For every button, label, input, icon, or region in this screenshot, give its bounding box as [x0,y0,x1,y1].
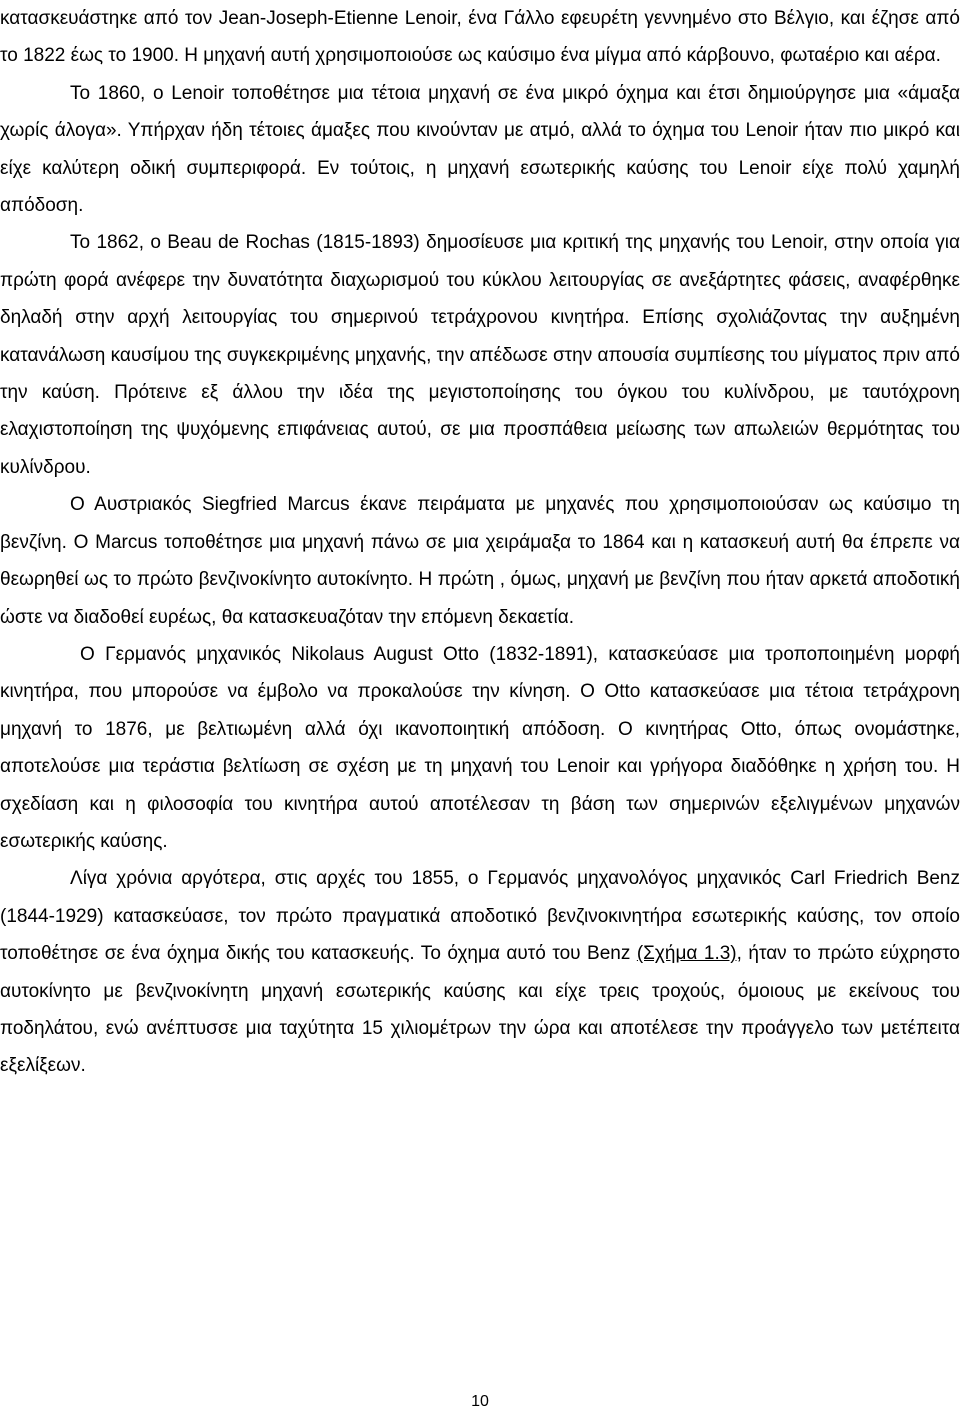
paragraph-otto: Ο Γερμανός μηχανικός Nikolaus August Otto (1832-1891), κατασκεύασε μια τροποποιημένη μορφή κινητήρα, που μπορούσε να έμβολο να προκαλούσε την κίνηση. Ο Otto κατασκεύασε μια τέτοια τετράχρονη μηχανή το 1876, με βελτιωμένη αλλά όχι ικανοποιητική απόδοση. Ο κινητήρας Otto, όπως ονομάστηκε, αποτελούσε μια τεράστια βελτίωση σε σχέση με τη μηχανή του Lenoir και γρήγορα διαδόθηκε η χρήση του. Η σχεδίαση και η φιλοσοφία του κινητήρα αυτού αποτέλεσαν τη βάση των σημερινών εξελιγμένων μηχανών εσωτερικής καύσης. [0,643,960,852]
figure-reference-link[interactable]: (Σχήμα 1.3), [636,943,742,965]
paragraph-lenoir-intro: κατασκευάστηκε από τον Jean-Joseph-Etienne Lenoir, ένα Γάλλο εφευρέτη γεννημένο στο Βέλγιο, και έζησε από το 1822 έως το 1900. Η μηχανή αυτή χρησιμοποιούσε ως καύσιμο ένα μίγμα από κάρβουνο, φωταέριο και αέρα. [0,8,960,67]
paragraph-benz [0,860,960,1084]
paragraph-benz-text-start: Λίγα χρόνια αργότερα, στις αρχές του 1855, ο Γερμανός μηχανολόγος μηχανικός Carl Friedrich Benz (1844-1929) κατασκεύασε, τον πρώτο πραγματικά αποδοτικό βενζινοκινητήρα εσωτερικής καύσης, τον οποίο τοποθέτησε σε ένα όχημα δικής του κατασκευής. Το όχημα αυτό του Benz [0,868,960,965]
paragraph-beau-de-rochas: Το 1862, ο Beau de Rochas (1815-1893) δημοσίευσε μια κριτική της μηχανής του Lenoir, στην οποία για πρώτη φορά ανέφερε την δυνατότητα διαχωρισμού του κύκλου λειτουργίας σε ανεξάρτητες φάσεις, αναφέρθηκε δηλαδή στην αρχή λειτουργίας του σημερινού τετράχρονου κινητήρα. Επίσης σχολιάζοντας την αυξημένη κατανάλωση καυσίμου της συγκεκριμένης μηχανής, την απέδωσε στην απουσία συμπίεσης του μίγματος πριν από την καύση. Πρότεινε εξ άλλου την ιδέα της μεγιστοποίησης του όγκου του κυλίνδρου, με ταυτόχρονη ελαχιστοποίηση της ψυχόμενης επιφάνειας αυτού, σε μια προσπάθεια μείωσης των απωλειών θερμότητας του κυλίνδρου. [0,232,960,478]
page-number: 10 [471,1393,489,1410]
paragraph-marcus: Ο Αυστριακός Siegfried Marcus έκανε πειράματα με μηχανές που χρησιμοποιούσαν ως καύσιμο τη βενζίνη. Ο Marcus τοποθέτησε μια μηχανή πάνω σε μια χειράμαξα το 1864 και η κατασκευή αυτή θα έπρεπε να θεωρηθεί ως το πρώτο βενζινοκίνητο αυτοκίνητο. Η πρώτη , όμως, μηχανή με βενζίνη που ήταν αρκετά αποδοτική ώστε να διαδοθεί ευρέως, θα κατασκευαζόταν την επόμενη δεκαετία. [0,494,960,628]
paragraph-lenoir-1860: Το 1860, ο Lenoir τοποθέτησε μια τέτοια μηχανή σε ένα μικρό όχημα και έτσι δημιούργησε μια «άμαξα χωρίς άλογα». Υπήρχαν ήδη τέτοιες άμαξες που κινούνταν με ατμό, αλλά το όχημα του Lenoir ήταν πιο μικρό και είχε καλύτερη οδική συμπεριφορά. Εν τούτοις, η μηχανή εσωτερικής καύσης του Lenoir είχε πολύ χαμηλή απόδοση. [0,82,960,217]
paragraph-benz-text-end: ήταν το πρώτο εύχρηστο αυτοκίνητο με βενζινοκίνητη μηχανή εσωτερικής καύσης και είχε τρεις τροχούς, όμοιους με εκείνους του ποδηλάτου, ενώ ανέπτυσσε μια ταχύτητα 15 χιλιομέτρων την ώρα και αποτέλεσε την προάγγελο των μετέπειτα εξελίξεων. [0,943,960,1077]
